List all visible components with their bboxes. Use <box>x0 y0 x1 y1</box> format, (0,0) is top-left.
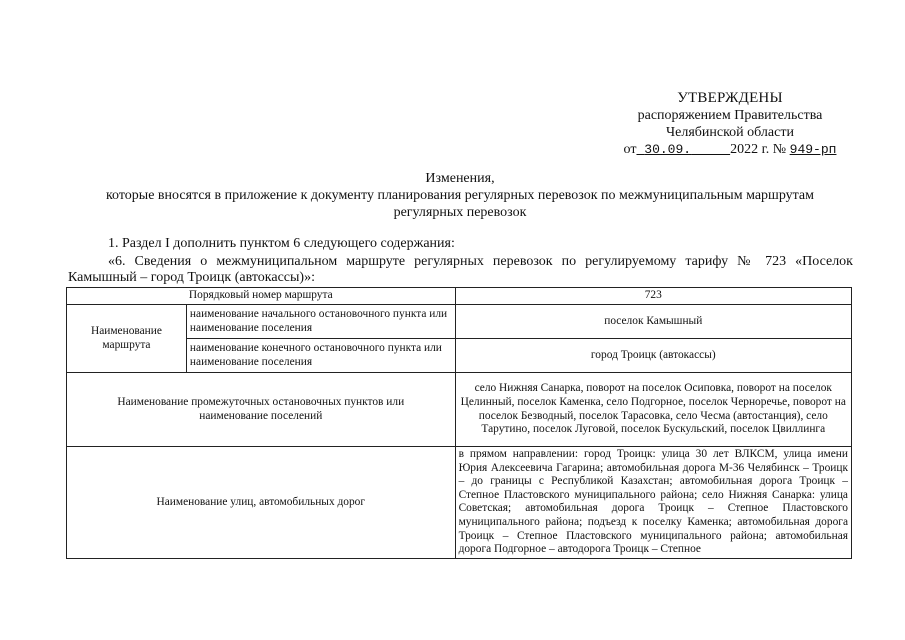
table-row <box>67 288 852 305</box>
intermediate-stops-label: Наименование промежуточных остановочных пунктов или наименование поселений <box>67 373 456 447</box>
changes-heading <box>60 170 860 221</box>
date-value: 30.09. <box>644 142 692 157</box>
date-prefix: от <box>623 142 637 157</box>
changes-title: Изменения, <box>425 171 495 186</box>
intermediate-stops-value: село Нижняя Санарка, поворот на поселок Осиповка, поворот на поселок Целинный, поселок Каменка, село Подгорное, поселок Черноречье, поворот на поселок Безводный, поселок Тарасовка, село Чесма (автостанция), село Тарутино, поселок Луговой, поселок Бускульский, поселок Цвиллинга <box>455 373 851 447</box>
approval-date-line <box>600 141 860 158</box>
approval-line-1: распоряжением Правительства <box>637 108 823 123</box>
approval-stamp <box>600 90 860 158</box>
paragraph-1: 1. Раздел I дополнить пунктом 6 следующего содержания: <box>108 236 455 251</box>
table-row <box>67 373 852 447</box>
route-number-label: Порядковый номер маршрута <box>67 288 456 305</box>
route-name-label: Наименование маршрута <box>67 305 187 373</box>
streets-value: в прямом направлении: город Троицк: улица 30 лет ВЛКСМ, улица имени Юрия Алексеевича Гагарина; автомобильная дорога М-36 Челябинск – Троицк – до границы с Республикой Казахстан; автомобильная дорога Троицк – Степное Пластовского муниципального района; село Нижняя Санарка: улица Советская; автомобильная дорога Троицк – Степное Пластовского муниципального района; подъезд к поселку Каменка; автомобильная дорога Троицк – Степное Пластовского муниципального района; автомобильная дорога Подгорное – автодорога Троицк – Степное <box>455 447 851 559</box>
end-stop-label: наименование конечного остановочного пункта или наименование поселения <box>186 339 455 373</box>
date-year: 2022 г. № <box>730 142 787 157</box>
approval-line-2: Челябинской области <box>666 125 794 140</box>
start-stop-value: поселок Камышный <box>455 305 851 339</box>
paragraph-2: «6. Сведения о межмуниципальном маршруте регулярных перевозок по регулируемому тарифу № 723 «Поселок Камышный – город Троицк (автокассы)»: <box>68 254 853 285</box>
streets-label: Наименование улиц, автомобильных дорог <box>67 447 456 559</box>
changes-subtitle-line-2: регулярных перевозок <box>393 205 527 220</box>
changes-subtitle-line-1: которые вносятся в приложение к документу планирования регулярных перевозок по межмуниципальным маршрутам <box>105 188 815 203</box>
start-stop-label: наименование начального остановочного пункта или наименование поселения <box>186 305 455 339</box>
route-table <box>66 287 852 559</box>
table-row <box>67 447 852 559</box>
approval-title: УТВЕРЖДЕНЫ <box>677 90 783 106</box>
table-row <box>67 305 852 339</box>
route-number-value: 723 <box>455 288 851 305</box>
end-stop-value: город Троицк (автокассы) <box>455 339 851 373</box>
decree-number: 949-рп <box>789 142 837 157</box>
